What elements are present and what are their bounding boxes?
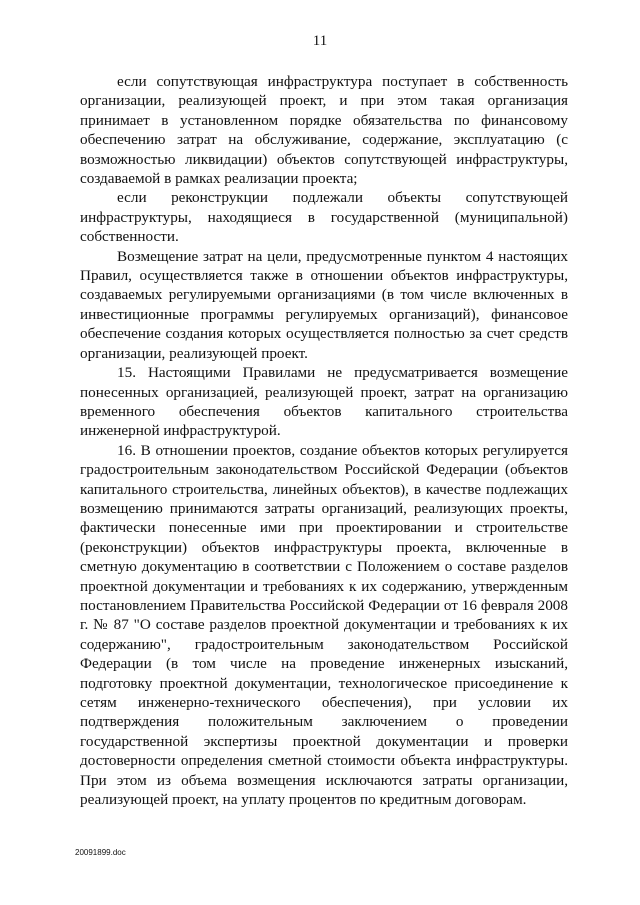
paragraph-reconstruction-condition: если реконструкции подлежали объекты сопутствующей инфраструктуры, находящиеся в государственной (муниципальной) собственности. — [80, 189, 568, 246]
paragraph-regulated-organizations: Возмещение затрат на цели, предусмотренные пунктом 4 настоящих Правил, осуществляется также в отношении объектов инфраструктуры, создаваемых регулируемыми организациями (в том числе включенных в инвестиционные программы регулируемых организаций), финансовое обеспечение создания которых осуществляется полностью за счет средств организации, реализующей проект. — [80, 247, 568, 362]
document-body — [80, 72, 568, 809]
page-number: 11 — [312, 33, 328, 49]
footer-filename: 20091899.doc — [75, 848, 126, 857]
paragraph-clause-16: 16. В отношении проектов, создание объектов которых регулируется градостроительным законодательством Российской Федерации (объектов капитального строительства, линейных объектов), в качестве подлежащих возмещению принимаются затраты организаций, реализующих проекты, фактически понесенные ими при проектировании и строительстве (реконструкции) объектов инфраструктуры проекта, включенные в сметную документацию в соответствии с Положением о составе разделов проектной документации и требованиях к их содержанию, утвержденным постановлением Правительства Российской Федерации от 16 февраля 2008 г. № 87 "О составе разделов проектной документации и требованиях к их содержанию", градостроительным законодательством Российской Федерации (в том числе на проведение инженерных изысканий, подготовку проектной документации, технологическое присоединение к сетям инженерно-технического обеспечения), при условии их подтверждения положительным заключением о проведении государственной экспертизы проектной документации и проверки достоверности определения сметной стоимости объекта инфраструктуры. При этом из объема возмещения исключаются затраты организации, реализующей проект, на уплату процентов по кредитным договорам. — [80, 441, 568, 809]
paragraph-ownership-condition: если сопутствующая инфраструктура поступает в собственность организации, реализующей проект, и при этом такая организация принимает в установленном порядке обязательства по финансовому обеспечению затрат на обслуживание, содержание, эксплуатацию (с возможностью ликвидации) объектов сопутствующей инфраструктуры, создаваемой в рамках реализации проекта; — [80, 73, 568, 188]
paragraph-clause-15: 15. Настоящими Правилами не предусматривается возмещение понесенных организацией, реализующей проект, затрат на организацию временного обеспечения объектов капитального строительства инженерной инфраструктурой. — [80, 364, 568, 440]
